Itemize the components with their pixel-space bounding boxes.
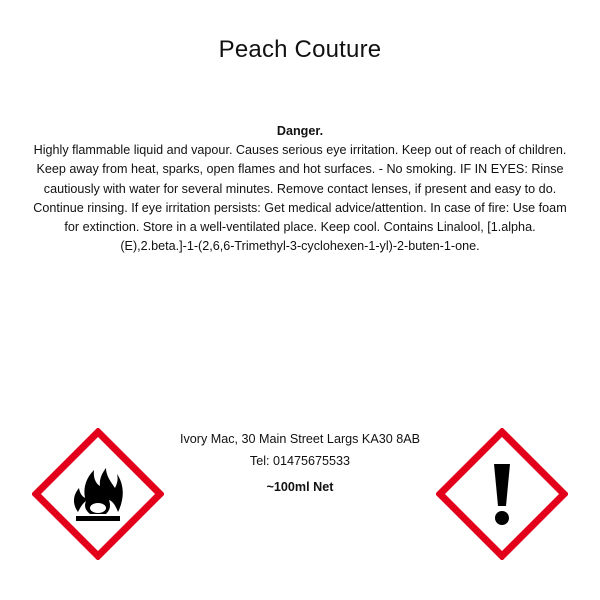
product-title: Peach Couture bbox=[218, 36, 382, 63]
supplier-address: Ivory Mac, 30 Main Street Largs KA30 8AB bbox=[179, 432, 421, 446]
hazard-statement-text: Highly flammable liquid and vapour. Causes serious eye irritation. Keep out of reach of children. Keep away from heat, sparks, open flames and hot surfaces. - No smoking. IF IN EYES: Rinse cautiously with water for several minutes. Remove contact lenses, if present and easy to do. Continue rinsing. If eye irritation persists: Get medical advice/attention. In case of fire: Use foam for extinction. Store in a well-ventilated place. Keep cool. Contains Linalool, [1.alpha.(E),2.beta.]-1-(2,6,6-Trimethyl-3-cyclohexen-1-yl)-2-buten-1-one. bbox=[33, 143, 567, 254]
net-quantity: ~100ml Net bbox=[266, 480, 334, 494]
hazard-statement-block bbox=[30, 122, 570, 256]
irritant-pictogram bbox=[436, 428, 568, 560]
supplier-details bbox=[150, 428, 450, 498]
flame-icon bbox=[32, 428, 164, 560]
signal-word: Danger. bbox=[276, 124, 324, 138]
supplier-phone: Tel: 01475675533 bbox=[249, 454, 351, 468]
exclamation-mark-icon bbox=[436, 428, 568, 560]
flammable-pictogram bbox=[32, 428, 164, 560]
